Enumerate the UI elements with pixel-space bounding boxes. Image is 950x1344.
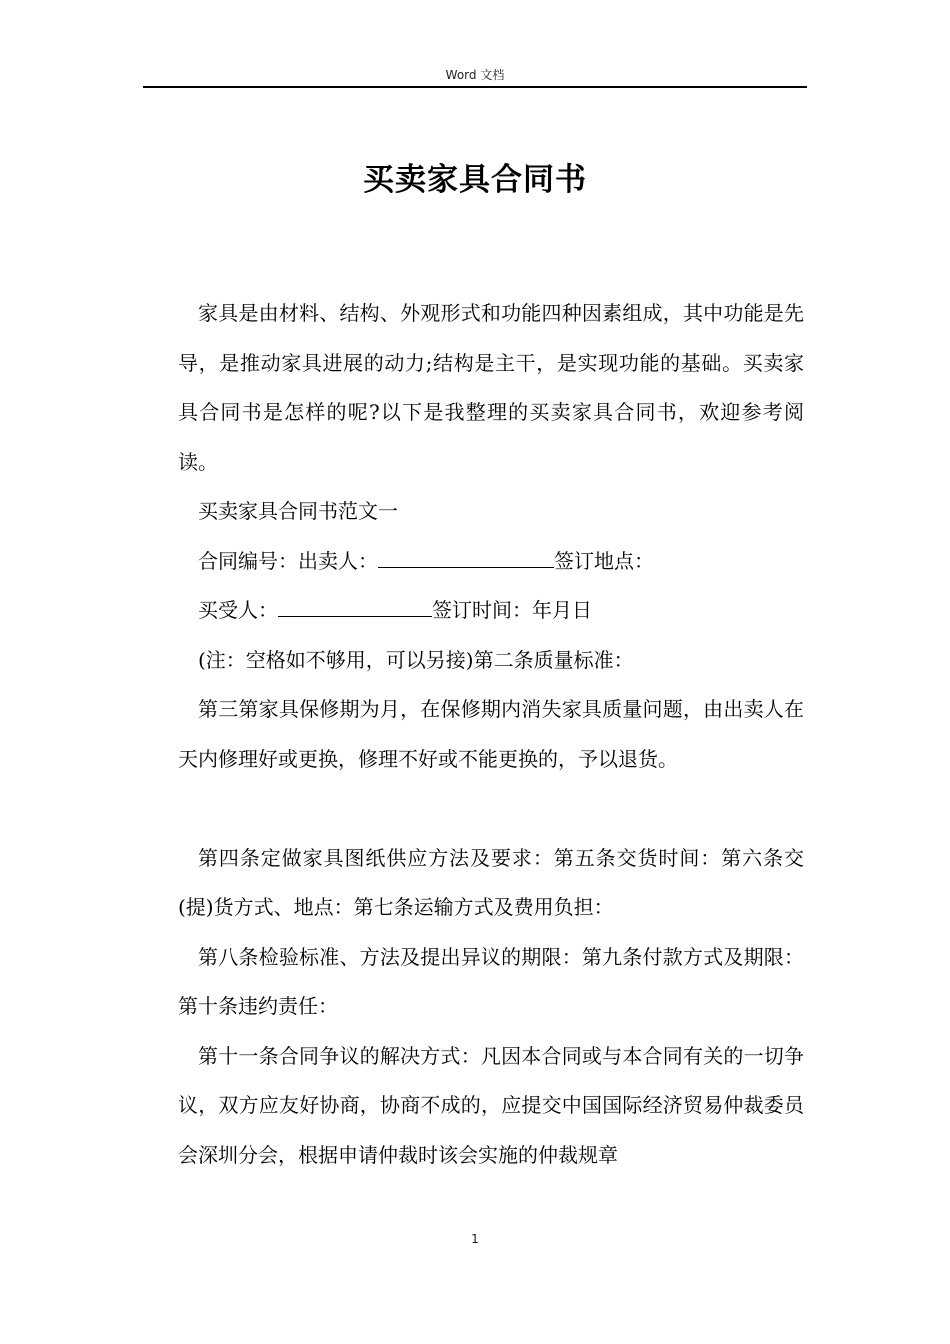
seller-blank [378,545,554,568]
clause-four-paragraph: 第四条定做家具图纸供应方法及要求：第五条交货时间：第六条交(提)货方式、地点：第七条运输方式及费用负担： [178,845,804,919]
clause-eight-paragraph: 第八条检验标准、方法及提出异议的期限：第九条付款方式及期限：第十条违约责任： [178,944,804,1018]
clause-three-paragraph: 第三第家具保修期为月，在保修期内消失家具质量问题，由出卖人在天内修理好或更换，修理不好或不能更换的，予以退货。 [178,697,804,771]
intro-paragraph: 家具是由材料、结构、外观形式和功能四种因素组成，其中功能是先导，是推动家具进展的动力;结构是主干，是实现功能的基础。买卖家具合同书是怎样的呢?以下是我整理的买卖家具合同书，欢迎参考阅读。 [178,301,804,474]
document-title: 买卖家具合同书 [363,162,587,198]
buyer-line [178,586,804,636]
contract-number-label: 合同编号：出卖人： [198,548,378,573]
header-divider [143,86,807,88]
page-header-label: Word 文档 [445,68,505,82]
buyer-label: 买受人： [198,598,278,622]
contract-number-line [178,537,804,587]
signing-time-label: 签订时间：年月日 [432,598,592,622]
clause-eleven-paragraph: 第十一条合同争议的解决方式：凡因本合同或与本合同有关的一切争议，双方应友好协商，协商不成的，应提交中国国际经济贸易仲裁委员会深圳分会，根据申请仲裁时该会实施的仲裁规章 [178,1043,804,1167]
note-paragraph: (注：空格如不够用，可以另接)第二条质量标准： [198,647,634,672]
sample-heading: 买卖家具合同书范文一 [198,499,398,523]
page-number: 1 [471,1232,479,1246]
buyer-blank [278,594,432,617]
document-body [178,289,804,1180]
blank-line [178,784,804,834]
signing-place-label: 签订地点： [554,548,654,573]
